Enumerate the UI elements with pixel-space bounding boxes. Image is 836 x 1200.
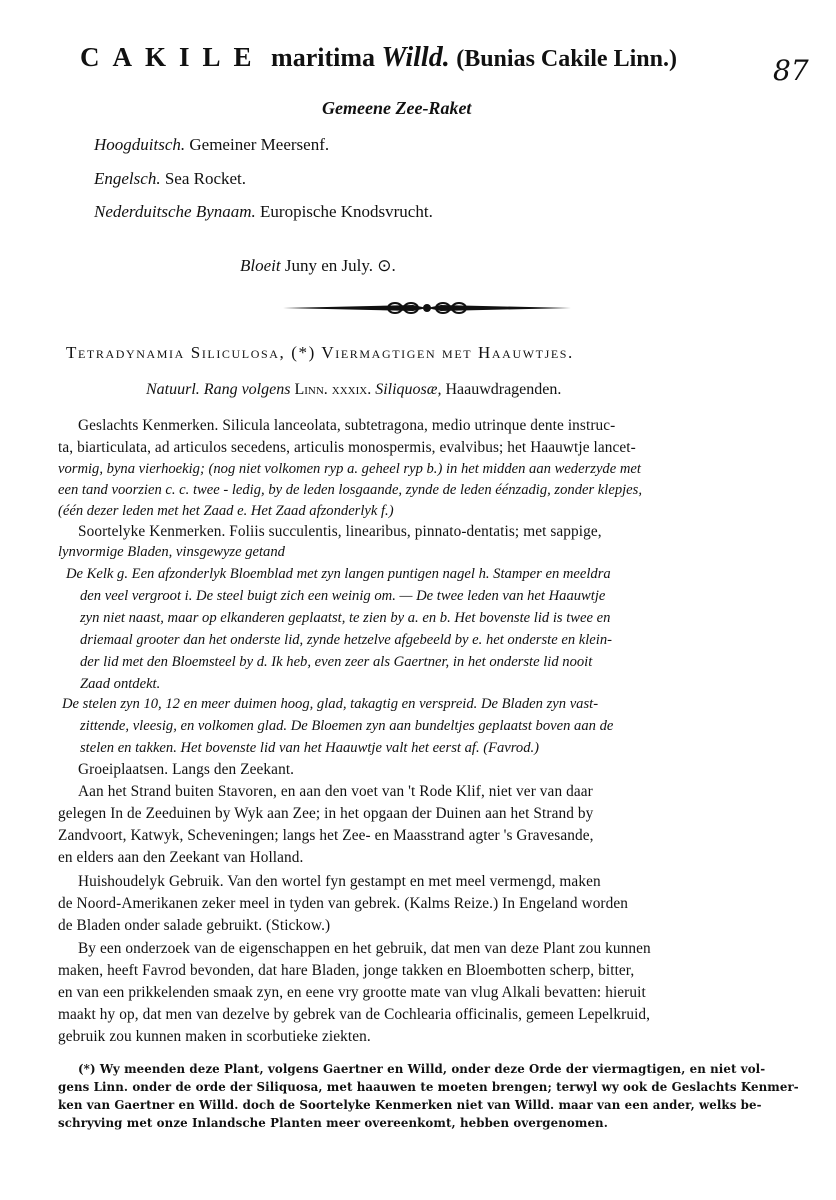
body-line: stelen en takken. Het bovenste lid van het Haauwtje valt het eerst af. (Favrod.)	[80, 740, 540, 756]
natural-order-dutch: Haauwdragenden.	[445, 381, 562, 398]
vernacular-english	[94, 169, 246, 189]
body-line: (één dezer leden met het Zaad e. Het Zaad afzonderlyk f.)	[58, 503, 394, 519]
species-title	[80, 42, 677, 74]
body-line: driemaal grooter dan het onderste lid, zynde hetzelve afgebeeld by e. het onderste en klein-	[80, 632, 612, 648]
body-line: Geslachts Kenmerken. Silicula lanceolata, subtetragona, medio utrinque dente instruc-	[78, 417, 616, 434]
common-name: Gemeene Zee-Raket	[322, 98, 472, 118]
body-line: den veel vergroot i. De steel buigt zich een weinig om. — De twee leden van het Haauwtje	[80, 588, 606, 604]
vernacular-german	[94, 135, 329, 155]
vernacular-value: Europische Knodsvrucht.	[260, 202, 433, 221]
classification: Tetradynamia Siliculosa, (*) Viermagtigen met Haauwtjes.	[66, 343, 574, 362]
flowering-label: Bloeit	[240, 256, 281, 275]
flowering-text: Juny en July. ⊙.	[284, 256, 396, 275]
genus-name: CAKILE	[80, 42, 265, 72]
body-line: maakt hy op, dat men van dezelve by gebrek van de Cochlearia officinalis, gemeen Lepelkruid,	[58, 1006, 651, 1023]
body-line: By een onderzoek van de eigenschappen en het gebruik, dat men van deze Plant zou kunnen	[78, 940, 651, 957]
body-line: gebruik zou kunnen maken in scorbutieke ziekten.	[58, 1028, 371, 1045]
body-line: zyn niet naast, maar op elkanderen geplaatst, te zien by a. en b. Het bovenste lid is twee en	[80, 610, 611, 626]
body-line: zittende, vleesig, en volkomen glad. De Bloemen zyn aan bundeltjes geplaatst boven aan de	[80, 718, 614, 734]
footnote-line: (*) Wy meenden deze Plant, volgens Gaertner en Willd, onder deze Orde der viermagtigen, en niet vol-	[78, 1062, 766, 1076]
body-line: maken, heeft Favrod bevonden, dat hare Bladen, jonge takken en Bloembotten scherp, bitter,	[58, 962, 635, 979]
body-line: de Noord-Amerikanen zeker meel in tyden van gebrek. (Kalms Reize.) In Engeland worden	[58, 895, 629, 912]
vernacular-lang: Nederduitsche Bynaam.	[94, 202, 256, 221]
body-line: De stelen zyn 10, 12 en meer duimen hoog, glad, takagtig en verspreid. De Bladen zyn vast-	[62, 696, 599, 712]
vernacular-lang: Hoogduitsch.	[94, 135, 186, 154]
ornamental-rule	[283, 299, 571, 317]
natural-order	[146, 381, 561, 399]
body-line: vormig, byna vierhoekig; (nog niet volkomen ryp a. geheel ryp b.) in het midden aan wederzyde met	[58, 461, 641, 477]
body-line: ta, biarticulata, ad articulos secedens, articulis monospermis, evalvibus; het Haauwtje lancet-	[58, 439, 636, 456]
body-line: Groeiplaatsen. Langs den Zeekant.	[78, 761, 295, 778]
body-line: De Kelk g. Een afzonderlyk Bloemblad met zyn langen puntigen nagel h. Stamper en meeldra	[66, 566, 611, 582]
body-line: de Bladen onder salade gebruikt. (Stickow.)	[58, 917, 331, 934]
body-line: lynvormige Bladen, vinsgewyze getand	[58, 544, 285, 560]
body-line: en van een prikkelenden smaak zyn, en eene vry grootte mate van vlug Alkali bevatten: hieruit	[58, 984, 646, 1001]
body-line: en elders aan den Zeekant van Holland.	[58, 849, 304, 866]
synonym: (Bunias Cakile Linn.)	[456, 46, 677, 72]
natural-order-label: Natuurl. Rang volgens	[146, 381, 291, 398]
vernacular-dutch	[94, 202, 433, 222]
body-line: Zandvoort, Katwyk, Scheveningen; langs het Zee- en Maasstrand agter 's Gravesande,	[58, 827, 594, 844]
natural-order-name: Siliquosæ,	[375, 381, 442, 398]
body-line: gelegen In de Zeeduinen by Wyk aan Zee; in het opgaan der Duinen aan het Strand by	[58, 805, 594, 822]
vernacular-value: Gemeiner Meersenf.	[189, 135, 330, 154]
vernacular-value: Sea Rocket.	[164, 169, 247, 188]
species-author: Willd.	[381, 42, 450, 73]
species-epithet: maritima	[271, 43, 375, 72]
body-line: Soortelyke Kenmerken. Foliis succulentis, linearibus, pinnato-dentatis; met sappige,	[78, 523, 602, 540]
natural-order-rank: Linn. xxxix.	[294, 381, 372, 398]
vernacular-lang: Engelsch.	[94, 169, 161, 188]
body-line: Zaad ontdekt.	[80, 676, 161, 692]
body-line: Aan het Strand buiten Stavoren, en aan den voet van 't Rode Klif, niet ver van daar	[78, 783, 593, 800]
page-number: 87	[773, 54, 809, 87]
flowering-period	[240, 256, 396, 276]
body-line: der lid met den Bloemsteel by d. Ik heb, even zeer als Gaertner, in het onderste lid nooit	[80, 654, 593, 670]
body-line: een tand voorzien c. c. twee - ledig, by de leden losgaande, zynde de leden éénzadig, zonder klepjes,	[58, 482, 642, 498]
body-line: Huishoudelyk Gebruik. Van den wortel fyn gestampt en met meel vermengd, maken	[78, 873, 601, 890]
footnote-line: ken van Gaertner en Willd. doch de Soortelyke Kenmerken niet van Willd. maar van een ander, welks be-	[58, 1098, 762, 1112]
footnote-line: gens Linn. onder de orde der Siliquosa, met haauwen te moeten brengen; terwyl wy ook de Geslachts Kenmer-	[58, 1080, 799, 1094]
footnote-line: schryving met onze Inlandsche Planten meer overeenkomt, hebben overgenomen.	[58, 1116, 608, 1130]
